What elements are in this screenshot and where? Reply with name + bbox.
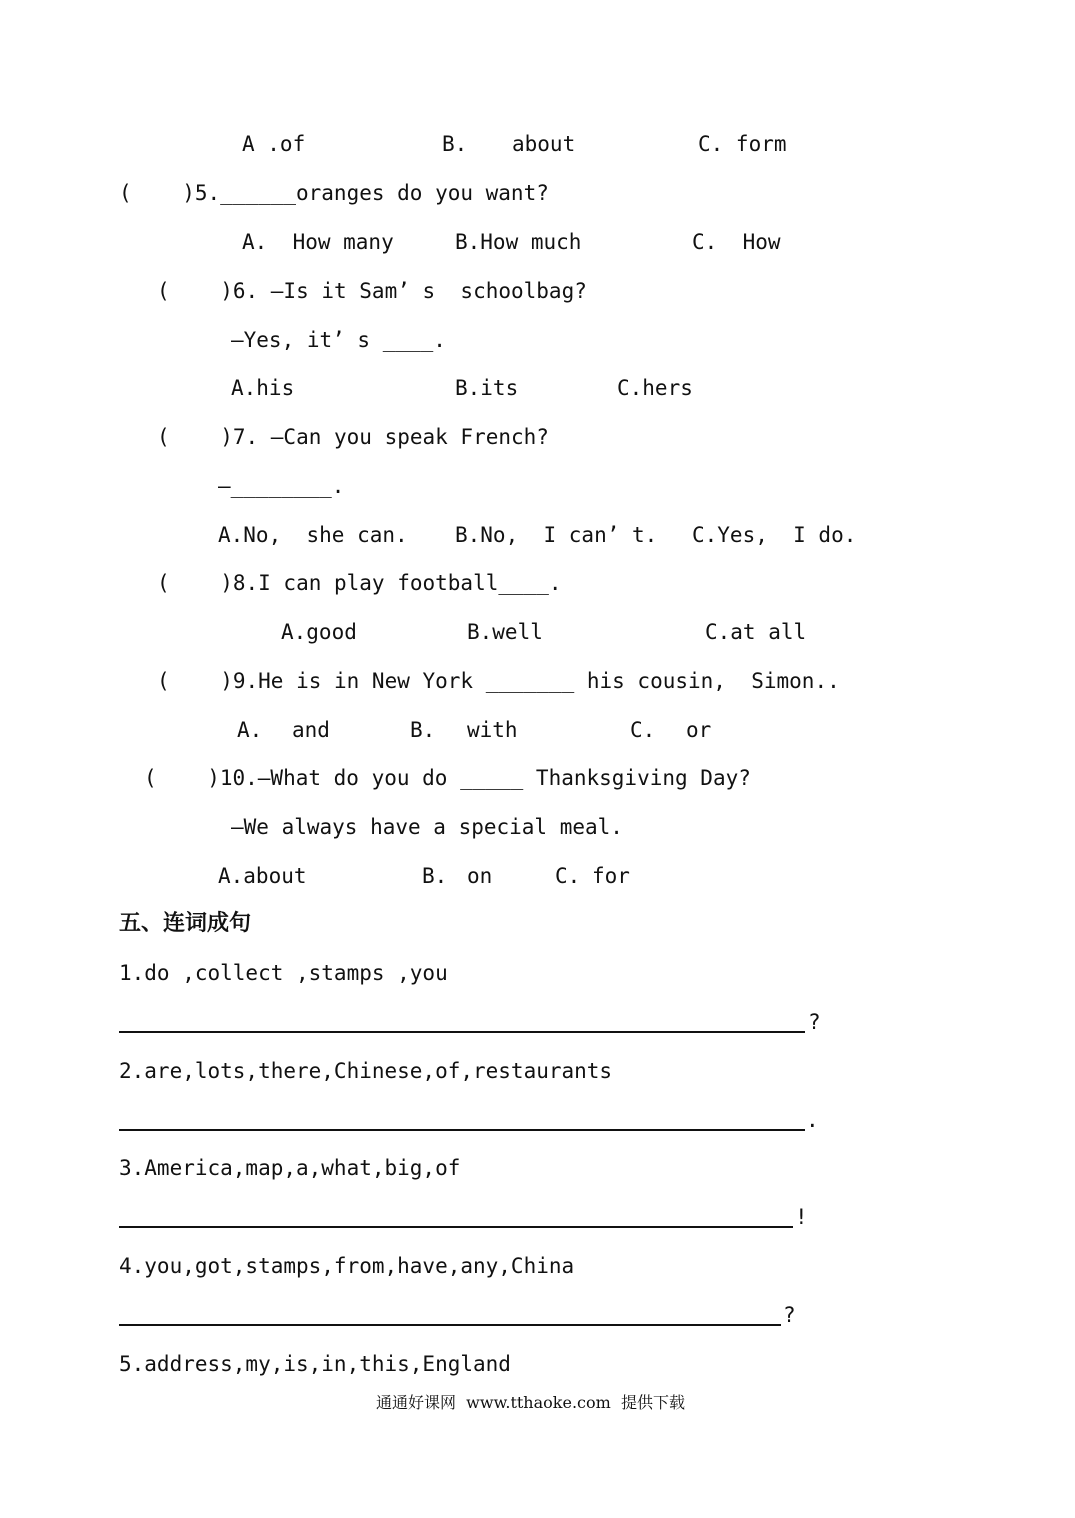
- q10-stem: ( )10.—What do you do _____ Thanksgiving Day?: [144, 766, 751, 790]
- sentence-item-4-end: ?: [783, 1303, 796, 1327]
- page-footer: 通通好课网 www.tthaoke.com 提供下载: [376, 1393, 685, 1412]
- q9-option-c-letter: C.: [630, 718, 656, 742]
- q9-stem: ( )9.He is in New York _______ his cousin, Simon..: [157, 669, 840, 693]
- q9-option-b: with: [467, 718, 518, 742]
- q6-option-b: B.its: [455, 376, 519, 400]
- q9-option-a: and: [292, 718, 330, 742]
- q4-option-b-letter: B.: [442, 132, 468, 156]
- q10-option-a: A.about: [218, 864, 307, 888]
- q7-option-c: C.Yes, I do.: [692, 523, 857, 547]
- q6-answer-line: —Yes, it’ s ____.: [231, 328, 446, 352]
- answer-blank-1[interactable]: [119, 1031, 805, 1033]
- q4-option-c: C. form: [698, 132, 787, 156]
- q10-option-b: on: [467, 864, 493, 888]
- q5-option-a: A. How many: [242, 230, 394, 254]
- q5-stem: ( )5.______oranges do you want?: [119, 181, 549, 205]
- q7-stem: ( )7. —Can you speak French?: [157, 425, 549, 449]
- q5-option-b: B.How much: [455, 230, 582, 254]
- q6-option-c: C.hers: [617, 376, 693, 400]
- q7-option-b: B.No, I can’ t.: [455, 523, 658, 547]
- q9-option-a-letter: A.: [237, 718, 263, 742]
- sentence-item-3-end: !: [795, 1205, 808, 1229]
- q10-option-c: for: [592, 864, 630, 888]
- sentence-item-2-end: .: [806, 1108, 819, 1132]
- q4-option-b: about: [512, 132, 576, 156]
- q10-answer-line: —We always have a special meal.: [231, 815, 623, 839]
- q8-option-c: C.at all: [705, 620, 807, 644]
- q7-answer-line: —________.: [218, 474, 345, 498]
- q7-option-a: A.No, she can.: [218, 523, 408, 547]
- q4-option-a: A .of: [242, 132, 306, 156]
- q9-option-b-letter: B.: [410, 718, 436, 742]
- answer-blank-4[interactable]: [119, 1324, 781, 1326]
- sentence-item-4-words: 4.you,got,stamps,from,have,any,China: [119, 1254, 575, 1278]
- q8-stem: ( )8.I can play football____.: [157, 571, 562, 595]
- sentence-item-3-words: 3.America,map,a,what,big,of: [119, 1156, 461, 1180]
- q10-option-b-letter: B.: [422, 864, 448, 888]
- q10-option-c-letter: C.: [555, 864, 581, 888]
- sentence-item-2-words: 2.are,lots,there,Chinese,of,restaurants: [119, 1059, 613, 1083]
- sentence-item-5-words: 5.address,my,is,in,this,England: [119, 1352, 511, 1376]
- q6-option-a: A.his: [231, 376, 295, 400]
- sentence-item-1-end: ?: [808, 1010, 821, 1034]
- q9-option-c: or: [686, 718, 712, 742]
- answer-blank-3[interactable]: [119, 1226, 793, 1228]
- q6-stem: ( )6. —Is it Sam’ s schoolbag?: [157, 279, 587, 303]
- q8-option-a: A.good: [281, 620, 357, 644]
- q8-option-b: B.well: [467, 620, 543, 644]
- q5-option-c: C. How: [692, 230, 781, 254]
- section-heading: 五、连词成句: [119, 910, 252, 936]
- answer-blank-2[interactable]: [119, 1129, 805, 1131]
- sentence-item-1-words: 1.do ,collect ,stamps ,you: [119, 961, 448, 985]
